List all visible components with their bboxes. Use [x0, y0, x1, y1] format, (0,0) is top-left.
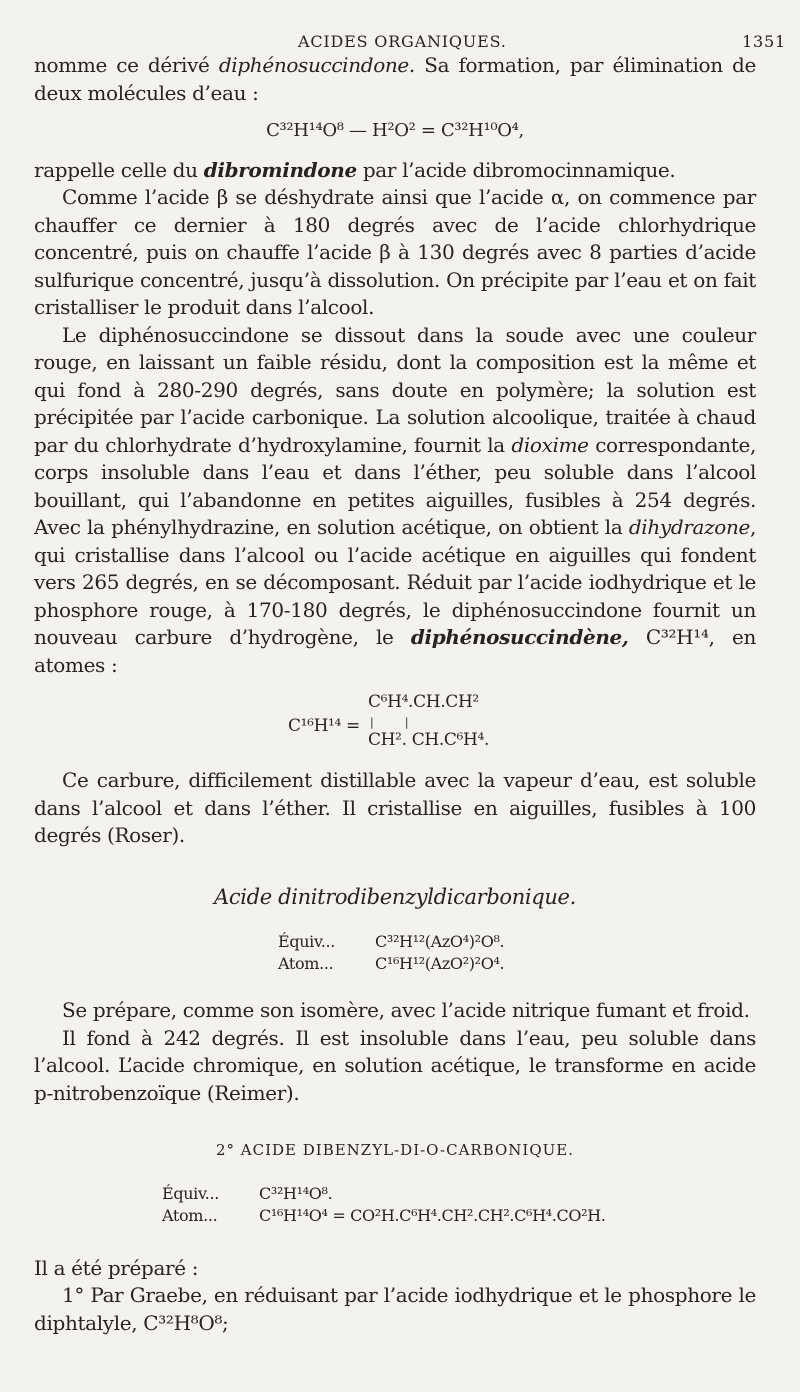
structure-bottom: CH². CH.C⁶H⁴.	[368, 730, 490, 750]
text-run: , qui cristallise dans l’alcool ou l’acide acétique en aiguilles qui fondent vers 265 degrés, en se décomposant. Réduit par l’acide iodhydrique et le phosphore rouge, à 170-180 degrés, le diphénosuccindone fournit un nouveau carbure d’hydrogène, le	[34, 515, 756, 649]
paragraph: Comme l’acide β se déshydrate ainsi que l’acide α, on commence par chauffer ce dernier à 180 degrés avec de l’acide chlorhydrique concentré, puis on chauffe l’acide β à 130 degrés avec 8 parties d’acide sulfurique concentré, jusqu’à dissolution. On précipite par l’eau et on fait cristalliser le produit dans l’alcool.	[34, 185, 756, 319]
atom-label: Atom...	[162, 1205, 218, 1225]
term-italic: diphénosuccindone.	[218, 53, 415, 77]
section-heading: 2° ACIDE DIBENZYL-DI-O-CARBONIQUE.	[215, 1141, 575, 1159]
formula: C³²H¹⁴O⁸ — H²O² = C³²H¹⁰O⁴,	[266, 120, 524, 141]
paragraph: Il fond à 242 degrés. Il est insoluble dans l’eau, peu soluble dans l’alcool. L’acide chromique, en solution acétique, le transforme en acide p-nitrobenzoïque (Reimer).	[34, 1025, 756, 1105]
formula-block	[278, 931, 756, 975]
text-run: rappelle celle du	[34, 157, 204, 182]
paragraph: Il a été préparé :	[34, 1255, 199, 1280]
text-run: Le diphénosuccindone se dissout dans la soude avec une couleur rouge, en laissant un faible résidu, dont la composition est la même et qui fond à 280-290 degrés, sans doute en polymère; la solution est précipitée par l’acide carbonique. La solution alcoolique, traitée à chaud par du chlorhydrate d’hydroxylamine, fournit la	[34, 322, 756, 457]
structure-bonds: | |	[370, 716, 409, 729]
atom-row	[162, 1205, 756, 1227]
paragraph	[34, 52, 756, 107]
equiv-row	[278, 931, 756, 953]
term-italic: dibromindone	[203, 157, 357, 182]
paragraph: Ce carbure, difficilement distillable avec la vapeur d’eau, est soluble dans l’alcool et dans l’éther. Il cristallise en aiguilles, fusibles à 100 degrés (Roser).	[34, 768, 756, 847]
atom-row	[278, 953, 756, 975]
term-italic: dihydrazone	[628, 515, 750, 539]
text-run: nomme ce dérivé	[34, 53, 219, 77]
term-italic: diphénosuccindène,	[410, 625, 629, 649]
paragraph: Se prépare, comme son isomère, avec l’acide nitrique fumant et froid.	[62, 998, 750, 1022]
page-number: 1351	[742, 32, 786, 51]
structural-formula	[34, 683, 756, 763]
header-title: ACIDES ORGANIQUES.	[298, 32, 507, 51]
paragraph	[34, 322, 756, 680]
equiv-formula: C³²H¹²(AzO⁴)²O⁸.	[375, 932, 505, 951]
structure-top: C⁶H⁴.CH.CH²	[368, 692, 479, 712]
equiv-label: Équiv...	[162, 1183, 219, 1203]
formula-block	[162, 1183, 756, 1227]
equiv-label: Équiv...	[278, 932, 335, 951]
term-italic: dioxime	[511, 432, 589, 457]
running-header	[34, 22, 786, 52]
text-run: par l’acide dibromocinnamique.	[356, 157, 676, 182]
equiv-formula: C³²H¹⁴O⁸.	[259, 1183, 333, 1203]
section-heading: Acide dinitrodibenzyldicarbonique.	[214, 884, 576, 909]
atom-formula: C¹⁶H¹²(AzO²)²O⁴.	[375, 954, 505, 973]
structure-left: C¹⁶H¹⁴ =	[288, 716, 360, 736]
text-run: C³²H¹⁴, en atomes :	[34, 625, 756, 677]
atom-formula: C¹⁶H¹⁴O⁴ = CO²H.C⁶H⁴.CH².CH².C⁶H⁴.CO²H.	[259, 1205, 606, 1225]
equiv-row	[162, 1183, 756, 1205]
paragraph: 1° Par Graebe, en réduisant par l’acide iodhydrique et le phosphore le diphtalyle, C³²H⁸O⁸;	[34, 1283, 756, 1335]
atom-label: Atom...	[278, 954, 334, 973]
paragraph	[34, 157, 756, 185]
text-run: correspondante, corps insoluble dans l’eau et dans l’éther, peu soluble dans l’alcool bouillant, qui l’abandonne en petites aiguilles, fusibles à 254 degrés. Avec la phénylhydrazine, en solution acétique, on obtient la	[34, 432, 756, 539]
document-page	[34, 22, 786, 1337]
text-run: Sa formation, par élimination de deux molécules d’eau :	[34, 53, 756, 105]
